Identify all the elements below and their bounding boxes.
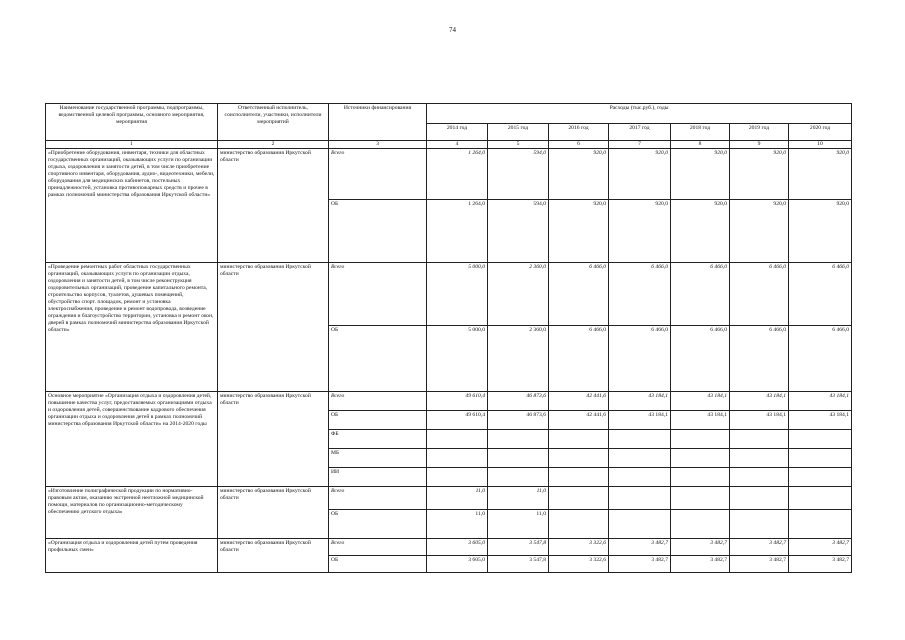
measure-executor: министерство образования Иркутской области — [218, 487, 329, 539]
funding-source: Всего — [329, 539, 427, 556]
expense-value: 3 482,7 — [671, 556, 730, 573]
expense-value — [488, 430, 549, 449]
table-row — [46, 392, 852, 411]
expense-value: 594,0 — [488, 149, 549, 200]
measure-name: Основное мероприятие «Организация отдыха и оздоровления детей, повышение качества услуг, предоставляемых организациями отдыха и оздоровления детей, совершенствование кадрового обеспечения организации отдыха и оздоровления детей в рамках полномочий министерства образования Иркутской области» на 2014-2020 годы — [46, 392, 218, 487]
expense-value — [549, 430, 609, 449]
expense-value: 3 482,7 — [730, 556, 789, 573]
column-number: 5 — [488, 141, 549, 149]
expense-value — [730, 487, 789, 510]
expense-value — [609, 510, 671, 539]
funding-source: ОБ — [329, 326, 427, 392]
expense-value — [789, 468, 852, 487]
expense-value: 11,0 — [427, 510, 488, 539]
header-source: Источники финансирования — [329, 104, 427, 141]
page-number: 74 — [449, 26, 456, 34]
expense-value: 3 482,7 — [609, 556, 671, 573]
column-number: 7 — [609, 141, 671, 149]
measure-executor: министерство образования Иркутской области — [218, 149, 329, 263]
expense-value — [549, 468, 609, 487]
table-row — [46, 487, 852, 510]
measure-executor: министерство образования Иркутской области — [218, 263, 329, 392]
table-row — [46, 539, 852, 556]
expense-value: 49 610,4 — [427, 411, 488, 430]
expense-value — [549, 487, 609, 510]
expense-value: 920,0 — [730, 200, 789, 263]
expense-value — [609, 449, 671, 468]
expense-value: 1 264,0 — [427, 200, 488, 263]
measure-name: «Организация отдыха и оздоровления детей путем проведения профильных смен» — [46, 539, 218, 573]
funding-source: Всего — [329, 149, 427, 200]
expense-value: 43 184,1 — [730, 392, 789, 411]
funding-source: ФБ — [329, 430, 427, 449]
expense-value: 920,0 — [609, 149, 671, 200]
expense-value — [488, 449, 549, 468]
header-year: 2016 год — [549, 124, 609, 141]
expense-value: 43 184,1 — [671, 392, 730, 411]
header-year: 2018 год — [671, 124, 730, 141]
expense-value: 3 482,7 — [609, 539, 671, 556]
expense-value — [671, 487, 730, 510]
expense-value: 920,0 — [671, 149, 730, 200]
expense-value — [609, 430, 671, 449]
expense-value: 920,0 — [671, 200, 730, 263]
column-number: 10 — [789, 141, 852, 149]
expense-value — [789, 449, 852, 468]
measure-name: «Приобретение оборудования, инвентаря, техники для областных государственных организаций, оказывающих услуги по организации отдыха, оздоровления и занятости детей, в том числе приобретение спортивного инвентаря, оборудования, аудио-, видеотехники, мебели, оборудования для медицинских кабинетов, постельных принадлежностей, установка противопожарных средств и прочее в рамках полномочий министерства образования Иркутской области» — [46, 149, 218, 263]
expense-value: 49 610,4 — [427, 392, 488, 411]
expense-value: 5 000,0 — [427, 263, 488, 326]
expense-value: 920,0 — [609, 200, 671, 263]
header-expenses: Расходы (тыс.руб.), годы — [427, 104, 852, 124]
expense-value — [549, 510, 609, 539]
expense-value: 3 605,0 — [427, 556, 488, 573]
expense-value: 3 547,8 — [488, 539, 549, 556]
expense-value: 2 360,0 — [488, 263, 549, 326]
expense-value: 43 184,1 — [730, 411, 789, 430]
expense-value — [549, 449, 609, 468]
measure-name: «Изготовление полиграфической продукции по нормативно-правовым актам, оказанию экстренной неотложной медицинской помощи, материалов по организационно-методическому обеспечению детского отдыха» — [46, 487, 218, 539]
header-year: 2017 год — [609, 124, 671, 141]
column-number: 4 — [427, 141, 488, 149]
expense-value: 920,0 — [549, 200, 609, 263]
expense-value: 46 873,6 — [488, 411, 549, 430]
expense-value: 43 184,1 — [789, 411, 852, 430]
expense-value: 6 466,0 — [609, 326, 671, 392]
expense-value — [671, 430, 730, 449]
expense-value — [730, 430, 789, 449]
funding-source: ОБ — [329, 411, 427, 430]
expense-value: 11,0 — [488, 487, 549, 510]
expense-value: 920,0 — [549, 149, 609, 200]
measure-name: «Проведение ремонтных работ областных государственных организаций, оказывающих услуги по организации отдыха, оздоровления и занятости детей, в том числе реконструкция оздоровительных организаций, проведение капитального ремонта, строительство корпусов, туалетов, душевых помещений, обустройство спорт. площадок, ремонт и установка электроснабжения, проведение и ремонт водопровода, возведение ограждения и благоустройство территории, установка и ремонт окон, дверей в рамках полномочий министерства образования Иркутской области» — [46, 263, 218, 392]
expense-value — [789, 510, 852, 539]
expense-value: 3 482,7 — [789, 539, 852, 556]
expense-value: 42 441,6 — [549, 411, 609, 430]
expense-value: 6 466,0 — [671, 326, 730, 392]
expense-value: 3 482,7 — [789, 556, 852, 573]
column-number: 9 — [730, 141, 789, 149]
expense-value: 43 184,1 — [609, 392, 671, 411]
expense-value: 3 322,6 — [549, 539, 609, 556]
column-number: 1 — [46, 141, 218, 149]
expense-value: 3 605,0 — [427, 539, 488, 556]
expense-value — [671, 510, 730, 539]
expense-value: 3 482,7 — [730, 539, 789, 556]
funding-source: ОБ — [329, 200, 427, 263]
expense-value: 43 184,1 — [789, 392, 852, 411]
expense-value: 6 466,0 — [730, 326, 789, 392]
column-number: 6 — [549, 141, 609, 149]
table-row — [46, 149, 852, 200]
expense-value — [730, 510, 789, 539]
expense-value: 3 547,8 — [488, 556, 549, 573]
expense-value — [671, 449, 730, 468]
expense-value: 5 000,0 — [427, 326, 488, 392]
expense-value: 6 466,0 — [789, 263, 852, 326]
expense-value — [730, 468, 789, 487]
header-year: 2014 год — [427, 124, 488, 141]
expense-value: 6 466,0 — [549, 326, 609, 392]
expense-value — [609, 487, 671, 510]
expense-value — [609, 468, 671, 487]
expense-value: 1 264,0 — [427, 149, 488, 200]
expense-value: 6 466,0 — [730, 263, 789, 326]
expense-value: 11,0 — [488, 510, 549, 539]
expense-value: 42 441,6 — [549, 392, 609, 411]
header-name: Наименование государственной программы, подпрограммы, ведомственной целевой программы, основного мероприятия, мероприятия — [46, 104, 218, 141]
expense-value: 6 466,0 — [671, 263, 730, 326]
expense-value — [427, 430, 488, 449]
funding-source: Всего — [329, 487, 427, 510]
expense-value — [488, 468, 549, 487]
measure-executor: министерство образования Иркутской области — [218, 392, 329, 487]
header-year: 2019 год — [730, 124, 789, 141]
expense-value — [427, 449, 488, 468]
funding-source: ИИ — [329, 468, 427, 487]
expense-value: 6 466,0 — [609, 263, 671, 326]
expense-value: 920,0 — [730, 149, 789, 200]
column-number: 8 — [671, 141, 730, 149]
expense-value: 594,0 — [488, 200, 549, 263]
header-year: 2020 год — [789, 124, 852, 141]
expense-value: 920,0 — [789, 200, 852, 263]
expense-value — [671, 468, 730, 487]
funding-source: ОБ — [329, 510, 427, 539]
expense-value — [427, 468, 488, 487]
funding-source: Всего — [329, 263, 427, 326]
expense-value: 6 466,0 — [549, 263, 609, 326]
measure-executor: министерство образования Иркутской области — [218, 539, 329, 573]
expense-value: 3 482,7 — [671, 539, 730, 556]
header-year: 2015 год — [488, 124, 549, 141]
header-executor: Ответственный исполнитель, соисполнители, участники, исполнители мероприятий — [218, 104, 329, 141]
expense-value: 3 322,6 — [549, 556, 609, 573]
funding-source: МБ — [329, 449, 427, 468]
expense-value: 43 184,1 — [609, 411, 671, 430]
funding-source: Всего — [329, 392, 427, 411]
funding-source: ОБ — [329, 556, 427, 573]
expense-value: 46 873,6 — [488, 392, 549, 411]
budget-table — [45, 103, 852, 573]
expense-value — [789, 487, 852, 510]
expense-value: 2 360,0 — [488, 326, 549, 392]
column-number: 3 — [329, 141, 427, 149]
expense-value: 6 466,0 — [789, 326, 852, 392]
expense-value: 920,0 — [789, 149, 852, 200]
column-number: 2 — [218, 141, 329, 149]
expense-value: 43 184,1 — [671, 411, 730, 430]
expense-value — [730, 449, 789, 468]
expense-value — [789, 430, 852, 449]
expense-value: 11,0 — [427, 487, 488, 510]
table-row — [46, 263, 852, 326]
